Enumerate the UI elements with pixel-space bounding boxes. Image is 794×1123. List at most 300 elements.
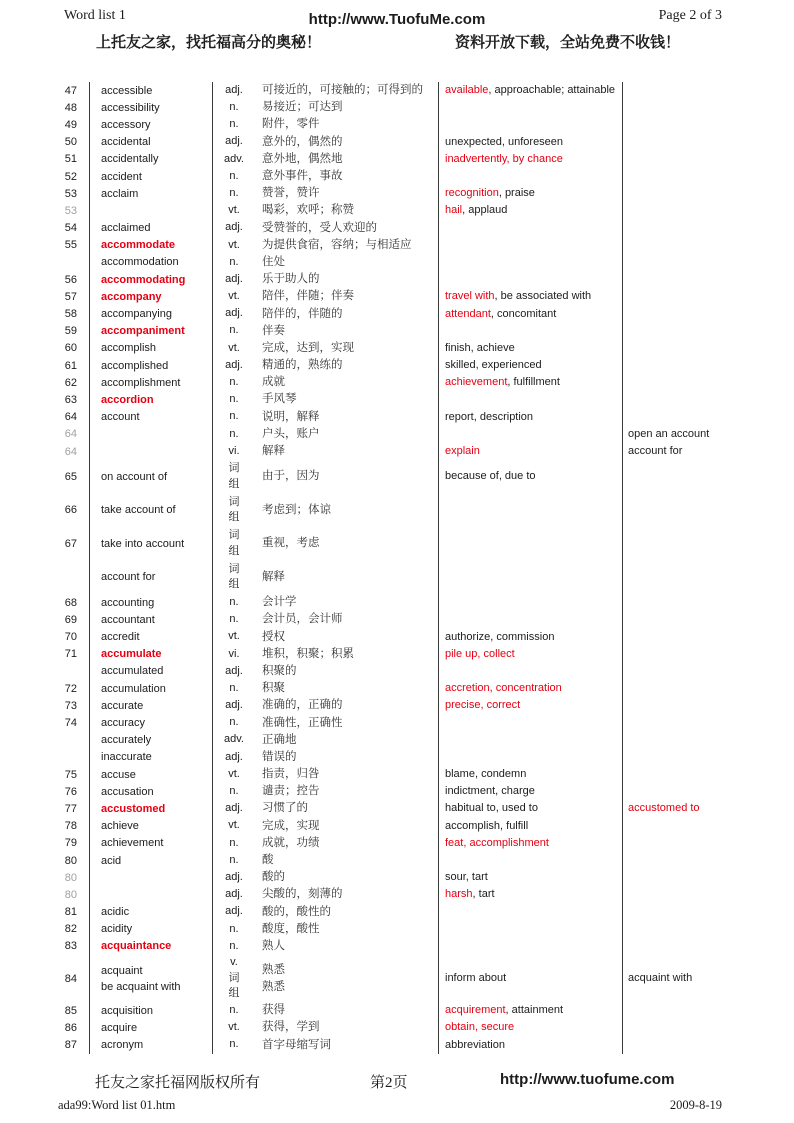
- page-indicator: Page 2 of 3: [658, 8, 722, 23]
- pos-label: n.: [229, 169, 239, 182]
- definition-line: 为提供食宿，容纳；与相适应: [262, 238, 412, 251]
- pos-cell: [213, 272, 255, 288]
- pos-def-cell: [213, 254, 439, 271]
- definition-cell: [255, 921, 438, 938]
- table-row: [40, 237, 754, 254]
- synonym-segment: recognition: [445, 187, 499, 200]
- word: accuracy: [101, 717, 146, 730]
- synonyms-cell: [439, 340, 623, 357]
- phrases-cell: [623, 340, 754, 357]
- synonym-segment: achievement: [445, 376, 508, 389]
- synonyms-cell: [439, 955, 623, 1002]
- word: accordion: [101, 393, 154, 406]
- synonyms-cell: [439, 629, 623, 646]
- pos-cell: [213, 203, 255, 219]
- row-number: 75: [40, 766, 90, 783]
- synonym-segment: report, description: [445, 410, 534, 423]
- row-number: 85: [40, 1002, 90, 1019]
- pos-label: n.: [229, 118, 239, 131]
- definition-cell: [255, 697, 438, 714]
- definition-cell: [255, 835, 438, 852]
- table-row: [40, 869, 754, 886]
- pos-label: 组: [228, 477, 240, 490]
- synonym-segment: because of, due to: [445, 470, 536, 483]
- pos-label: 词: [228, 462, 240, 475]
- pos-def-cell: [213, 391, 439, 408]
- synonyms-cell: [439, 938, 623, 955]
- word: acquaintance: [101, 940, 172, 953]
- row-number: 68: [40, 594, 90, 611]
- definition-cell: [255, 852, 438, 869]
- phrases-cell: [623, 818, 754, 835]
- definition-cell: [255, 134, 438, 151]
- phrases-cell: [623, 783, 754, 800]
- pos-def-cell: [213, 714, 439, 731]
- synonyms-cell: [439, 374, 623, 391]
- pos-cell: [213, 289, 255, 305]
- table-row: [40, 766, 754, 783]
- word: achieve: [101, 820, 139, 833]
- row-number: 80: [40, 886, 90, 903]
- phrases-cell: [623, 1036, 754, 1053]
- pos-cell: [213, 562, 255, 593]
- word-cell: [90, 921, 213, 938]
- word-cell: [90, 1036, 213, 1053]
- definition-line: 会计学: [262, 596, 297, 609]
- phrases-cell: [623, 357, 754, 374]
- word: accustomed: [101, 802, 166, 815]
- pos-def-cell: [213, 1002, 439, 1019]
- definition-line: 住处: [262, 255, 285, 268]
- pos-cell: [213, 358, 255, 374]
- phrases-cell: [623, 443, 754, 460]
- pos-def-cell: [213, 955, 439, 1002]
- definition-cell: [255, 869, 438, 886]
- word-cell: [90, 409, 213, 426]
- pos-label: adj.: [225, 272, 243, 285]
- definition-cell: [255, 766, 438, 783]
- pos-def-cell: [213, 305, 439, 322]
- phrases-cell: [623, 527, 754, 561]
- word: acquire: [101, 1021, 138, 1034]
- row-number: 80: [40, 869, 90, 886]
- row-number: 58: [40, 305, 90, 322]
- synonyms-cell: [439, 749, 623, 766]
- pos-cell: [213, 955, 255, 1002]
- word: accommodation: [101, 256, 179, 269]
- table-row: [40, 1019, 754, 1036]
- pos-cell: [213, 169, 255, 185]
- synonyms-cell: [439, 766, 623, 783]
- definition-cell: [255, 271, 438, 288]
- word-table: [40, 82, 754, 1054]
- pos-def-cell: [213, 783, 439, 800]
- synonyms-cell: [439, 357, 623, 374]
- pos-cell: [213, 836, 255, 852]
- definition-line: 首字母缩写词: [262, 1038, 331, 1051]
- synonyms-cell: [439, 594, 623, 611]
- synonym-segment: hail: [445, 204, 463, 217]
- word-cell: [90, 835, 213, 852]
- definition-cell: [255, 1002, 438, 1019]
- definition-cell: [255, 629, 438, 646]
- table-row: [40, 783, 754, 800]
- definition-line: 易接近；可达到: [262, 101, 343, 114]
- pos-label: n.: [229, 613, 239, 626]
- table-row: [40, 391, 754, 408]
- row-number: [40, 749, 90, 766]
- synonyms-cell: [439, 409, 623, 426]
- word-secondary: be acquaint with: [101, 980, 181, 993]
- definition-line: 喝彩，欢呼；称赞: [262, 204, 354, 217]
- pos-cell: [213, 409, 255, 425]
- definition-line: 习惯了的: [262, 802, 308, 815]
- phrases-cell: [623, 800, 754, 817]
- word-cell: [90, 904, 213, 921]
- synonyms-cell: [439, 494, 623, 528]
- row-number: 73: [40, 697, 90, 714]
- pos-cell: [213, 612, 255, 628]
- word: acquaint: [101, 964, 143, 977]
- definition-line: 完成，实现: [262, 819, 320, 832]
- synonyms-cell: [439, 1036, 623, 1053]
- pos-cell: [213, 375, 255, 391]
- pos-cell: [213, 1037, 255, 1053]
- phrases-cell: [623, 374, 754, 391]
- pos-label: vt.: [228, 630, 240, 643]
- synonyms-cell: [439, 220, 623, 237]
- word-cell: [90, 680, 213, 697]
- pos-label: adj.: [225, 358, 243, 371]
- row-number: 81: [40, 904, 90, 921]
- row-number: 52: [40, 168, 90, 185]
- synonym-segment: , applaud: [462, 204, 508, 217]
- pos-label: adj.: [225, 905, 243, 918]
- table-row: [40, 818, 754, 835]
- phrases-cell: [623, 663, 754, 680]
- row-number: 57: [40, 288, 90, 305]
- phrases-cell: [623, 869, 754, 886]
- definition-cell: [255, 646, 438, 663]
- definition-line: 熟悉: [262, 980, 285, 993]
- table-row: [40, 921, 754, 938]
- pos-cell: [213, 767, 255, 783]
- pos-cell: [213, 117, 255, 133]
- synonyms-cell: [439, 271, 623, 288]
- definition-cell: [255, 391, 438, 408]
- phrases-cell: [623, 1019, 754, 1036]
- pos-label: vt.: [228, 1021, 240, 1034]
- word-cell: [90, 288, 213, 305]
- phrase-note: open an account: [628, 427, 710, 440]
- word: acidity: [101, 923, 133, 936]
- pos-label: n.: [229, 681, 239, 694]
- phrases-cell: [623, 611, 754, 628]
- table-row: [40, 800, 754, 817]
- synonym-segment: , tart: [472, 888, 495, 901]
- pos-def-cell: [213, 1036, 439, 1053]
- definition-cell: [255, 151, 438, 168]
- row-number: 53: [40, 185, 90, 202]
- synonym-segment: accretion, concentration: [445, 682, 562, 695]
- row-number: 77: [40, 800, 90, 817]
- table-row: [40, 99, 754, 116]
- synonyms-cell: [439, 323, 623, 340]
- word-cell: [90, 818, 213, 835]
- synonyms-cell: [439, 202, 623, 219]
- phrases-cell: [623, 697, 754, 714]
- definition-line: 积聚: [262, 682, 285, 695]
- word: accompaniment: [101, 325, 185, 338]
- synonym-segment: feat, accomplishment: [445, 836, 549, 849]
- word-cell: [90, 646, 213, 663]
- synonym-segment: indictment, charge: [445, 785, 535, 798]
- pos-def-cell: [213, 680, 439, 697]
- pos-cell: [213, 1003, 255, 1019]
- table-row: [40, 629, 754, 646]
- pos-def-cell: [213, 288, 439, 305]
- word: accident: [101, 170, 142, 183]
- word-cell: [90, 185, 213, 202]
- definition-line: 谴责；控告: [262, 785, 320, 798]
- pos-cell: [213, 647, 255, 663]
- table-row: [40, 561, 754, 595]
- table-row: [40, 852, 754, 869]
- pos-cell: [213, 681, 255, 697]
- definition-line: 准确的，正确的: [262, 699, 343, 712]
- phrases-cell: [623, 254, 754, 271]
- definition-cell: [255, 254, 438, 271]
- pos-def-cell: [213, 460, 439, 494]
- word-cell: [90, 443, 213, 460]
- pos-label: n.: [229, 939, 239, 952]
- word-cell: [90, 134, 213, 151]
- row-number: [40, 561, 90, 595]
- definition-cell: [255, 168, 438, 185]
- word: accountant: [101, 613, 155, 626]
- pos-def-cell: [213, 409, 439, 426]
- phrases-cell: [623, 938, 754, 955]
- phrases-cell: [623, 646, 754, 663]
- word-cell: [90, 955, 213, 1002]
- pos-cell: [213, 818, 255, 834]
- word: acronym: [101, 1039, 144, 1052]
- pos-cell: [213, 870, 255, 886]
- synonyms-cell: [439, 151, 623, 168]
- pos-label: adj.: [225, 870, 243, 883]
- definition-cell: [255, 715, 438, 732]
- definition-line: 户头，账户: [262, 427, 320, 440]
- footer-date: 2009-8-19: [669, 1098, 722, 1112]
- pos-cell: [213, 152, 255, 168]
- definition-line: 错误的: [262, 750, 297, 763]
- phrases-cell: [623, 391, 754, 408]
- pos-cell: [213, 220, 255, 236]
- synonym-segment: , approachable; attainable: [488, 84, 616, 97]
- table-row: [40, 271, 754, 288]
- definition-cell: [255, 306, 438, 323]
- row-number: 74: [40, 714, 90, 731]
- word: accompany: [101, 290, 162, 303]
- table-row: [40, 611, 754, 628]
- pos-def-cell: [213, 237, 439, 254]
- table-row: [40, 340, 754, 357]
- pos-def-cell: [213, 697, 439, 714]
- word-cell: [90, 663, 213, 680]
- pos-label: n.: [229, 376, 239, 389]
- definition-cell: [255, 680, 438, 697]
- definition-cell: [255, 82, 438, 99]
- word: acclaimed: [101, 222, 151, 235]
- pos-label: adj.: [225, 888, 243, 901]
- definition-cell: [255, 962, 438, 996]
- pos-def-cell: [213, 151, 439, 168]
- word-cell: [90, 323, 213, 340]
- phrases-cell: [623, 288, 754, 305]
- pos-label: adj.: [225, 83, 243, 96]
- pos-label: 词: [228, 971, 240, 984]
- synonyms-cell: [439, 254, 623, 271]
- table-row: [40, 288, 754, 305]
- table-row: [40, 886, 754, 903]
- word: accessibility: [101, 101, 160, 114]
- synonym-segment: pile up, collect: [445, 647, 515, 660]
- pos-def-cell: [213, 818, 439, 835]
- phrase-note: account for: [628, 445, 683, 458]
- row-number: 54: [40, 220, 90, 237]
- table-row: [40, 1002, 754, 1019]
- word: accumulate: [101, 648, 162, 661]
- word: take into account: [101, 537, 185, 550]
- word: achievement: [101, 837, 164, 850]
- word: accurate: [101, 699, 144, 712]
- synonym-segment: , concomitant: [490, 307, 557, 320]
- slogan-right: 资料开放下载，全站免费不收钱！: [455, 35, 681, 51]
- pos-cell: [213, 341, 255, 357]
- definition-line: 正确地: [262, 733, 297, 746]
- pos-cell: [213, 801, 255, 817]
- row-number: 62: [40, 374, 90, 391]
- header-site-url: http://www.TuofuMe.com: [308, 11, 486, 28]
- pos-label: adj.: [225, 307, 243, 320]
- table-row: [40, 374, 754, 391]
- synonym-segment: , attainment: [505, 1004, 564, 1017]
- row-number: 64: [40, 409, 90, 426]
- definition-line: 熟人: [262, 939, 285, 952]
- pos-def-cell: [213, 202, 439, 219]
- synonyms-cell: [439, 237, 623, 254]
- definition-cell: [255, 443, 438, 460]
- doc-title: Word list 1: [64, 8, 126, 23]
- synonyms-cell: [439, 800, 623, 817]
- synonyms-cell: [439, 426, 623, 443]
- pos-def-cell: [213, 185, 439, 202]
- definition-cell: [255, 185, 438, 202]
- synonym-segment: abbreviation: [445, 1038, 505, 1051]
- word: accomplish: [101, 342, 157, 355]
- definition-line: 解释: [262, 445, 285, 458]
- definition-cell: [255, 663, 438, 680]
- pos-label: n.: [229, 922, 239, 935]
- synonyms-cell: [439, 680, 623, 697]
- phrases-cell: [623, 323, 754, 340]
- pos-def-cell: [213, 611, 439, 628]
- synonym-segment: , fulfillment: [507, 376, 560, 389]
- pos-cell: [213, 750, 255, 766]
- row-number: 66: [40, 494, 90, 528]
- table-row: [40, 460, 754, 494]
- synonym-segment: explain: [445, 445, 480, 458]
- pos-cell: [213, 392, 255, 408]
- pos-label: vt.: [228, 767, 240, 780]
- row-number: 84: [40, 955, 90, 1002]
- pos-label: n.: [229, 1038, 239, 1051]
- definition-line: 积聚的: [262, 664, 297, 677]
- definition-cell: [255, 904, 438, 921]
- pos-cell: [213, 495, 255, 526]
- synonyms-cell: [439, 561, 623, 595]
- table-row: [40, 426, 754, 443]
- table-row: [40, 202, 754, 219]
- row-number: [40, 254, 90, 271]
- word-cell: [90, 99, 213, 116]
- phrases-cell: [623, 134, 754, 151]
- definition-line: 解释: [262, 570, 285, 583]
- synonyms-cell: [439, 783, 623, 800]
- definition-cell: [255, 116, 438, 133]
- pos-label: 词: [228, 562, 240, 575]
- synonyms-cell: [439, 886, 623, 903]
- synonyms-cell: [439, 714, 623, 731]
- footer-site-url: http://www.tuofume.com: [500, 1071, 675, 1088]
- synonym-segment: acquirement: [445, 1004, 506, 1017]
- word-cell: [90, 852, 213, 869]
- definition-line: 精通的，熟练的: [262, 359, 343, 372]
- synonyms-cell: [439, 869, 623, 886]
- pos-def-cell: [213, 732, 439, 749]
- synonym-segment: blame, condemn: [445, 768, 527, 781]
- word: accidentally: [101, 153, 159, 166]
- phrases-cell: [623, 1002, 754, 1019]
- phrases-cell: [623, 220, 754, 237]
- phrases-cell: [623, 426, 754, 443]
- word: accusation: [101, 785, 154, 798]
- row-number: 50: [40, 134, 90, 151]
- table-row: [40, 938, 754, 955]
- row-number: 69: [40, 611, 90, 628]
- synonym-segment: attendant: [445, 307, 491, 320]
- definition-line: 酸的: [262, 871, 285, 884]
- pos-label: 组: [228, 987, 240, 1000]
- pos-label: 组: [228, 544, 240, 557]
- synonyms-cell: [439, 732, 623, 749]
- word: accessible: [101, 84, 153, 97]
- definition-line: 考虑到；体谅: [262, 503, 331, 516]
- table-row: [40, 714, 754, 731]
- pos-def-cell: [213, 527, 439, 561]
- pos-def-cell: [213, 82, 439, 99]
- table-row: [40, 82, 754, 99]
- pos-cell: [213, 323, 255, 339]
- table-row: [40, 1036, 754, 1053]
- synonym-segment: travel with: [445, 290, 495, 303]
- definition-line: 手风琴: [262, 393, 297, 406]
- phrases-cell: [623, 409, 754, 426]
- row-number: [40, 663, 90, 680]
- word-cell: [90, 151, 213, 168]
- definition-cell: [255, 357, 438, 374]
- slogan-left: 上托友之家，找托福高分的奥秘！: [96, 35, 322, 51]
